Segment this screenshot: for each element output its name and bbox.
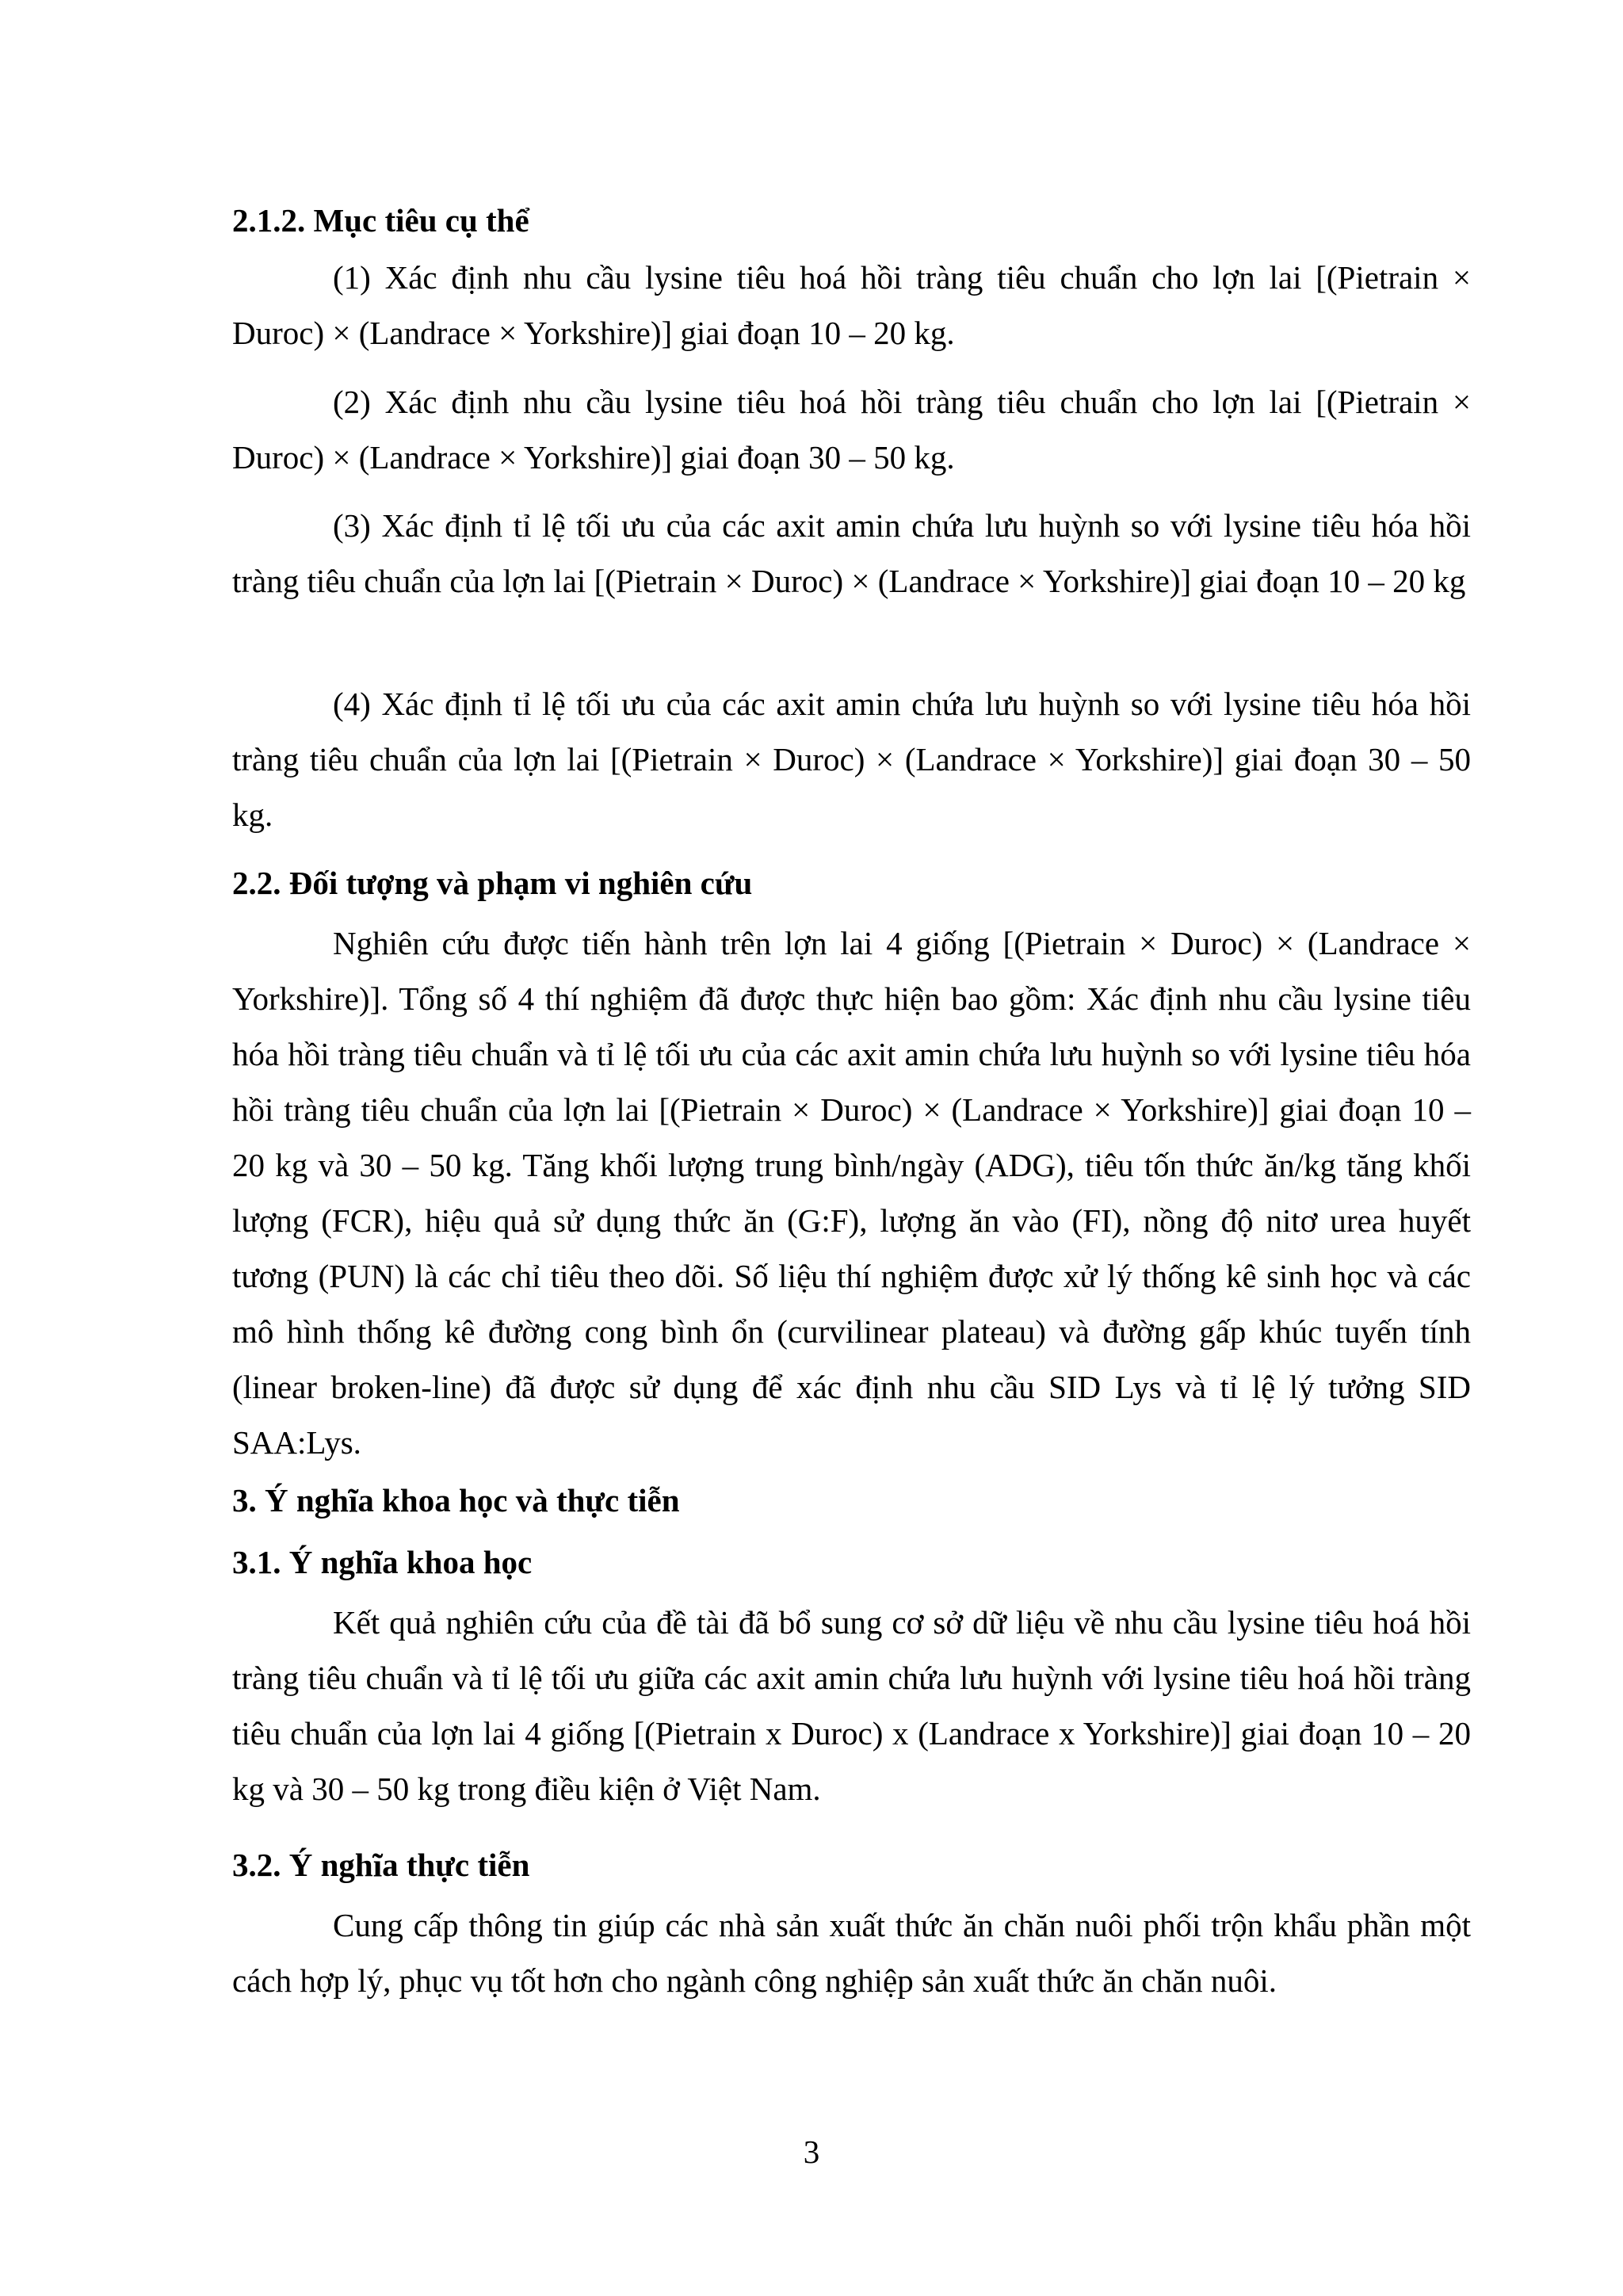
section-heading-3-2: 3.2. Ý nghĩa thực tiễn — [232, 1847, 530, 1883]
objective-1: (1) Xác định nhu cầu lysine tiêu hoá hồi tràng tiêu chuẩn cho lợn lai [(Pietrain × Duroc) × (Landrace × Yorkshire)] giai đoạn 10 – 20 kg. — [232, 259, 1471, 351]
objective-3: (3) Xác định tỉ lệ tối ưu của các axit amin chứa lưu huỳnh so với lysine tiêu hóa hồi tràng tiêu chuẩn của lợn lai [(Pietrain × Duroc) × (Landrace × Yorkshire)] giai đoạn 10 – 20 kg — [232, 507, 1471, 599]
section-heading-2-2: 2.2. Đối tượng và phạm vi nghiên cứu — [232, 865, 753, 901]
section-heading-3: 3. Ý nghĩa khoa học và thực tiễn — [232, 1482, 680, 1519]
section-3-1-body: Kết quả nghiên cứu của đề tài đã bổ sung cơ sở dữ liệu về nhu cầu lysine tiêu hoá hồi tràng tiêu chuẩn và tỉ lệ tối ưu giữa các axit amin chứa lưu huỳnh với lysine tiêu hoá hồi tràng tiêu chuẩn của lợn lai 4 giống [(Pietrain x Duroc) x (Landrace x Yorkshire)] giai đoạn 10 – 20 kg và 30 – 50 kg trong điều kiện ở Việt Nam. — [232, 1604, 1471, 1807]
objective-4: (4) Xác định tỉ lệ tối ưu của các axit amin chứa lưu huỳnh so với lysine tiêu hóa hồi tràng tiêu chuẩn của lợn lai [(Pietrain × Duroc) × (Landrace × Yorkshire)] giai đoạn 30 – 50 kg. — [232, 686, 1471, 833]
section-3-2-body: Cung cấp thông tin giúp các nhà sản xuất thức ăn chăn nuôi phối trộn khẩu phần một cách hợp lý, phục vụ tốt hơn cho ngành công nghiệp sản xuất thức ăn chăn nuôi. — [232, 1907, 1471, 1999]
section-heading-3-1: 3.1. Ý nghĩa khoa học — [232, 1544, 533, 1580]
section-heading-2-1-2: 2.1.2. Mục tiêu cụ thể — [232, 202, 529, 239]
section-2-2-body: Nghiên cứu được tiến hành trên lợn lai 4 giống [(Pietrain × Duroc) × (Landrace × Yorkshire)]. Tổng số 4 thí nghiệm đã được thực hiện bao gồm: Xác định nhu cầu lysine tiêu hóa hồi tràng tiêu chuẩn và tỉ lệ tối ưu của các axit amin chứa lưu huỳnh so với lysine tiêu hóa hồi tràng tiêu chuẩn của lợn lai [(Pietrain × Duroc) × (Landrace × Yorkshire)] giai đoạn 10 – 20 kg và 30 – 50 kg. Tăng khối lượng trung bình/ngày (ADG), tiêu tốn thức ăn/kg tăng khối lượng (FCR), hiệu quả sử dụng thức ăn (G:F), lượng ăn vào (FI), nồng độ nitơ urea huyết tương (PUN) là các chỉ tiêu theo dõi. Số liệu thí nghiệm được xử lý thống kê sinh học và các mô hình thống kê đường cong bình ổn (curvilinear plateau) và đường gấp khúc tuyến tính (linear broken-line) đã được sử dụng để xác định nhu cầu SID Lys và tỉ lệ lý tưởng SID SAA:Lys. — [232, 925, 1471, 1461]
page-number: 3 — [803, 2134, 820, 2170]
objective-2: (2) Xác định nhu cầu lysine tiêu hoá hồi tràng tiêu chuẩn cho lợn lai [(Pietrain × Duroc) × (Landrace × Yorkshire)] giai đoạn 30 – 50 kg. — [232, 384, 1471, 476]
